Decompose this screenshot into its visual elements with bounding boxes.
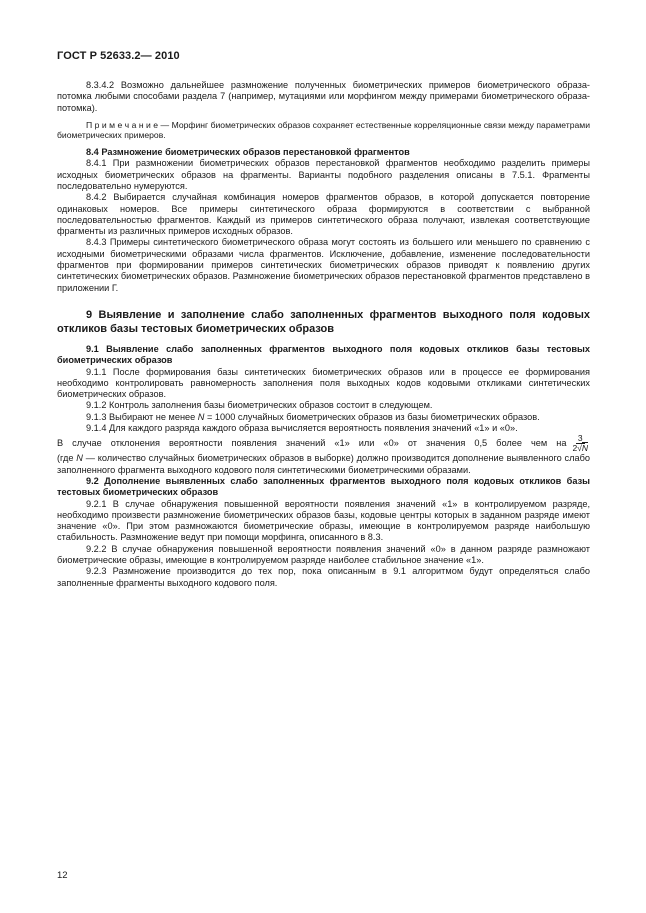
document-header: ГОСТ Р 52633.2— 2010 — [57, 50, 180, 62]
formula-den-var: N — [581, 443, 588, 454]
document-body — [57, 80, 590, 589]
paragraph-8-3-4-2: 8.3.4.2 Возможно дальнейшее размножение полученных биометрических примеров биометрического образа-потомка любыми способами раздела 7 (например, мутациями или морфингом между примерами биометрического образа-потомка). — [57, 80, 590, 113]
paragraph-8-4-3: 8.4.3 Примеры синтетического биометрического образа могут состоять из большего или меньшего по сравнению с исходными биометрическими образами числа фрагментов. Исключение, добавление, изменение последовательности фрагментов при формировании примеров синтетических биометрических образов приводят к появлению других синтетических биометрических образов. Размножение биометрических образов перестановкой фрагментов представлено в приложении Г. — [57, 237, 590, 293]
paragraph-9-1-3 — [57, 412, 590, 423]
p913-text-a: 9.1.3 Выбирают не менее — [86, 411, 198, 422]
note-label: П р и м е ч а н и е — [86, 119, 159, 130]
heading-9-2: 9.2 Дополнение выявленных слабо заполненных фрагментов выходного поля кодовых откликов базы тестовых биометрических образов — [57, 475, 590, 498]
p913-var-n: N — [197, 411, 205, 422]
paragraph-9-1-4: 9.1.4 Для каждого разряда каждого образа вычисляется вероятность появления значений «1» и «0». — [86, 423, 518, 434]
paragraph-9-2-3: 9.2.3 Размножение производится до тех пор, пока описанным в 9.1 алгоритмом будут определяться слабо заполненные фрагменты выходного кодового поля. — [57, 566, 590, 588]
where-text-a: (где — [57, 453, 77, 464]
section-9-title: 9 Выявление и заполнение слабо заполненных фрагментов выходного поля кодовых откликов базы тестовых биометрических образов — [57, 308, 590, 335]
paragraph-8-4-2: 8.4.2 Выбирается случайная комбинация номеров фрагментов образов, в которой допускается повторение одинаковых номеров. Все примеры синтетического образа формируются в соответствии с выбранной последовательностью фрагментов. Каждый из примеров синтетического образа получают, извлекая соответствующие фрагменты из различных примеров исходных образов. — [57, 192, 590, 237]
paragraph-where-n — [57, 453, 590, 476]
p913-text-b: = 1000 случайных биометрических образов из базы биометрических образов. — [204, 411, 540, 422]
note-text: — Морфинг биометрических образов сохраняет естественные корреляционные связи между параметрами биометрических примеров. — [57, 119, 591, 141]
note — [57, 120, 590, 141]
where-var-n: N — [76, 453, 83, 464]
where-text-b: — количество случайных биометрических образов в выборке) должно производится дополнение выявленного слабо заполненного фрагмента выходного кодового поля синтетическими биометрическими образами. — [57, 453, 590, 475]
deviation-text: В случае отклонения вероятности появления значений «1» или «0» от значения 0,5 более чем на — [57, 438, 567, 449]
paragraph-9-2-1: 9.2.1 В случае обнаружения повышенной вероятности появления значений «1» в контролируемом разряде, необходимо произвести размножение биометрических образов базы, кодовые центры которых в заданном разряде имеют значение «0». При этом размножаются биометрические образы, имеющие в контролируемом разряде наибольшую стабильность. Размножение ведут при помощи морфинга, описанного в 8.3. — [57, 498, 590, 543]
formula-denominator: 2√N — [572, 443, 588, 454]
page-number: 12 — [57, 870, 68, 881]
formula-den-coef: 2 — [572, 443, 578, 454]
formula-numerator: 3 — [577, 433, 583, 444]
deviation-line — [57, 434, 590, 453]
paragraph-9-1-1: 9.1.1 После формирования базы синтетических биометрических образов или в процессе ее формирования необходимо контролировать равномерность заполнения поля выходных кодов кодовыми откликами синтетических биометрических образов. — [57, 366, 590, 400]
threshold-formula — [570, 434, 590, 453]
heading-9-1: 9.1 Выявление слабо заполненных фрагментов выходного поля кодовых откликов базы тестовых биометрических образов — [57, 343, 590, 366]
heading-8-4: 8.4 Размножение биометрических образов перестановкой фрагментов — [86, 147, 410, 158]
paragraph-8-4-1: 8.4.1 При размножении биометрических образов перестановкой фрагментов необходимо разделить примеры исходных биометрических образов на фрагменты. Варианты подобного разделения описаны в 7.5.1. Фрагменты последовательно нумеруются. — [57, 158, 590, 191]
paragraph-9-2-2: 9.2.2 В случае обнаружения повышенной вероятности появления значений «0» в данном разряде размножают биометрические образы, имеющие в контролируемом разряде наиболее стабильное значение «1». — [57, 543, 590, 565]
paragraph-9-1-2: 9.1.2 Контроль заполнения базы биометрических образов состоит в следующем. — [86, 400, 433, 411]
